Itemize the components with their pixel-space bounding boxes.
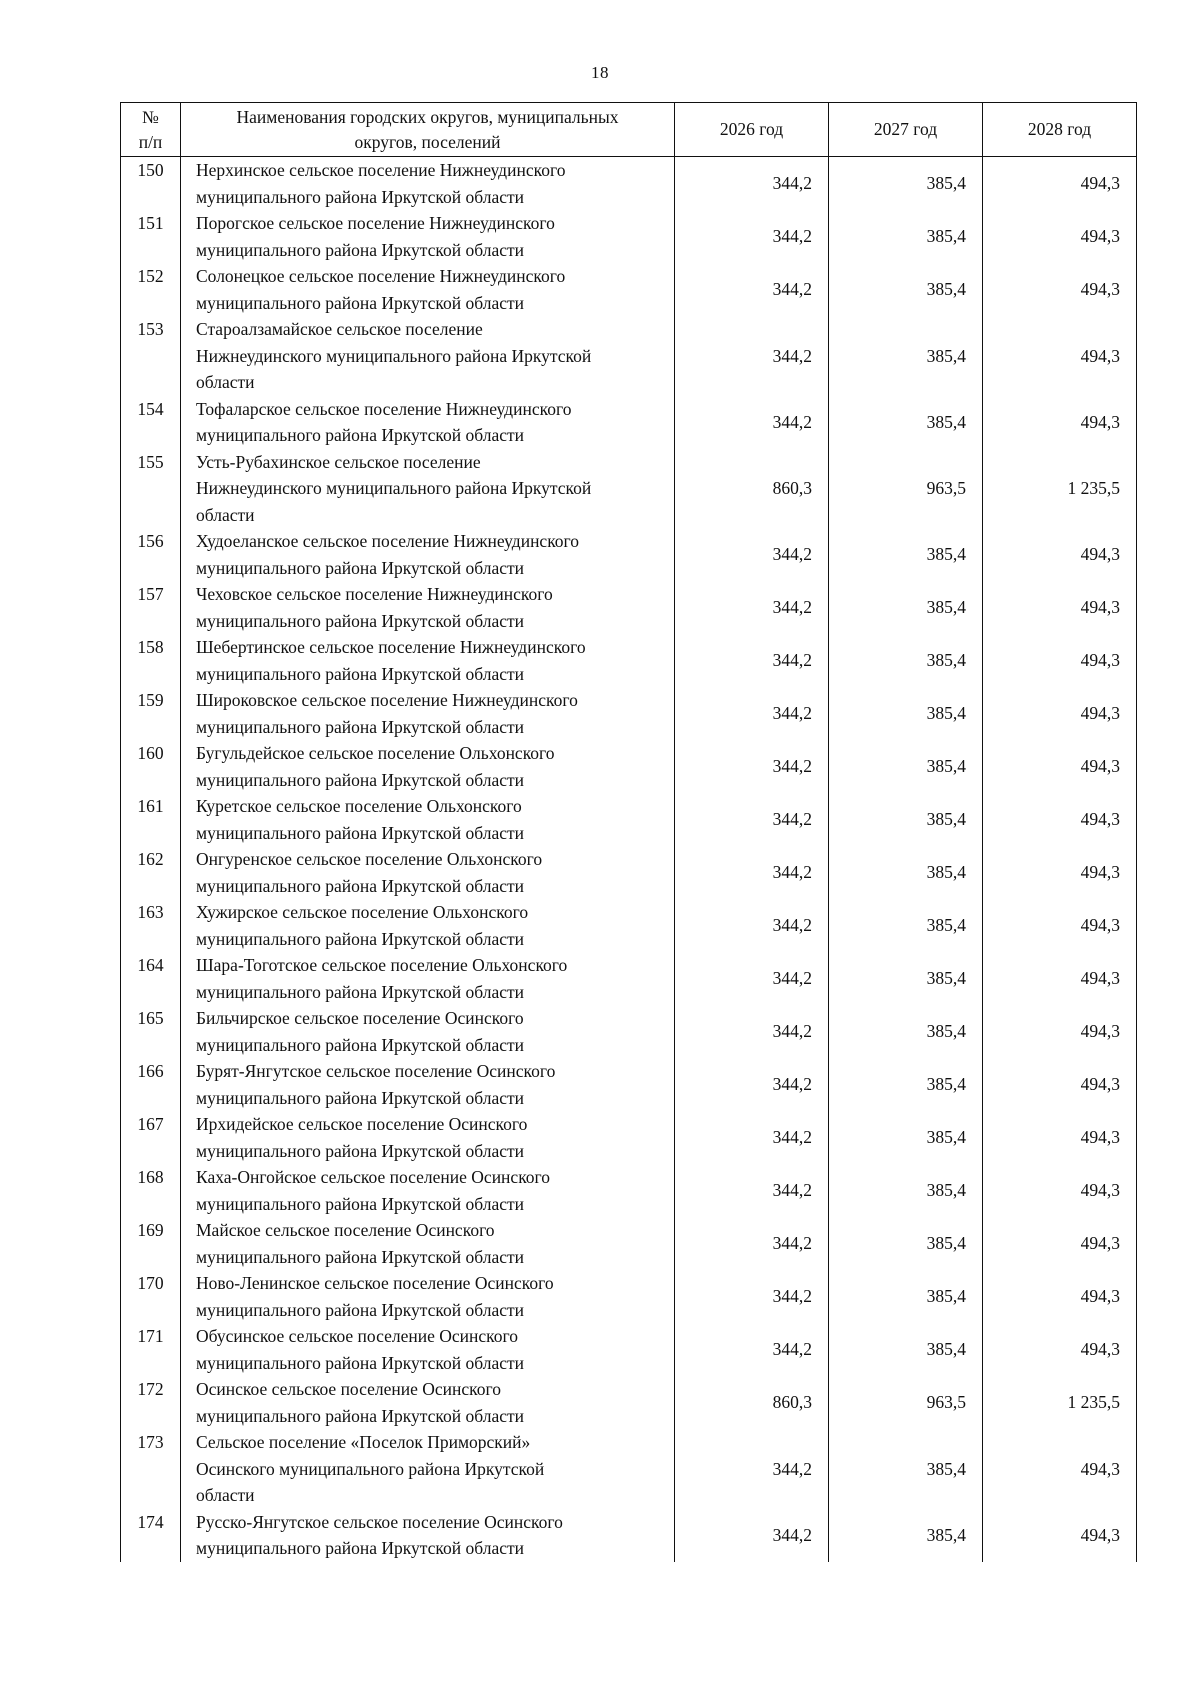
page-number: 18 <box>591 63 609 82</box>
row-name-line: муниципального района Иркутской области <box>196 425 525 445</box>
row-name-line: Нерхинское сельское поселение Нижнеудинского <box>196 160 566 180</box>
value-2028: 494,3 <box>983 157 1137 211</box>
row-number: 174 <box>121 1509 181 1562</box>
value-2026: 344,2 <box>675 581 829 634</box>
value-2027: 385,4 <box>829 210 983 263</box>
table-row <box>121 528 1137 581</box>
row-name-line: Сельское поселение «Поселок Приморский» <box>196 1432 531 1452</box>
row-number: 153 <box>121 316 181 396</box>
value-2026: 344,2 <box>675 1509 829 1562</box>
value-2027: 385,4 <box>829 634 983 687</box>
header-name-line: Наименования городских округов, муниципальных <box>236 106 619 127</box>
value-2028: 494,3 <box>983 952 1137 1005</box>
row-name-line: области <box>196 504 255 525</box>
value-2028: 494,3 <box>983 1217 1137 1270</box>
value-2028: 494,3 <box>983 1005 1137 1058</box>
row-name-line: муниципального района Иркутской области <box>196 822 525 843</box>
value-2028: 494,3 <box>983 210 1137 263</box>
row-name-line: Тофаларское сельское поселение Нижнеудинского <box>196 398 572 419</box>
row-name-line: области <box>196 1485 255 1505</box>
value-2027: 385,4 <box>829 1429 983 1509</box>
row-name-line: муниципального района Иркутской области <box>196 1299 525 1320</box>
row-name-line: Осинское сельское поселение Осинского <box>196 1379 502 1399</box>
table-row <box>121 316 1137 396</box>
value-2027: 385,4 <box>829 846 983 899</box>
value-2026: 344,2 <box>675 1217 829 1270</box>
row-name-line: муниципального района Иркутской области <box>196 1087 525 1108</box>
row-name-line: муниципального района Иркутской области <box>196 981 525 1002</box>
row-name-line: Майское сельское поселение Осинского <box>196 1220 495 1240</box>
value-2028: 494,3 <box>983 634 1137 687</box>
row-name <box>181 740 675 793</box>
value-2028: 1 235,5 <box>983 449 1137 529</box>
row-number: 152 <box>121 263 181 316</box>
value-2026: 344,2 <box>675 687 829 740</box>
table-row <box>121 952 1137 1005</box>
value-2028: 494,3 <box>983 528 1137 581</box>
row-name-line: муниципального района Иркутской области <box>196 769 525 790</box>
row-name-line: Шебертинское сельское поселение Нижнеудинского <box>196 637 586 657</box>
value-2028: 494,3 <box>983 846 1137 899</box>
row-name <box>181 793 675 846</box>
table-row <box>121 449 1137 529</box>
row-name <box>181 1005 675 1058</box>
row-name-line: Солонецкое сельское поселение Нижнеудинского <box>196 266 566 286</box>
value-2026: 344,2 <box>675 793 829 846</box>
table-row <box>121 1323 1137 1376</box>
row-name-line: муниципального района Иркутской области <box>196 1034 525 1055</box>
row-name <box>181 1429 675 1509</box>
row-name-line: муниципального района Иркутской области <box>196 1352 525 1373</box>
table-row <box>121 210 1137 263</box>
row-name-line: Куретское сельское поселение Ольхонского <box>196 796 522 816</box>
row-name <box>181 952 675 1005</box>
value-2027: 385,4 <box>829 1111 983 1164</box>
row-name-line: муниципального района Иркутской области <box>196 1538 525 1558</box>
value-2027: 385,4 <box>829 952 983 1005</box>
row-name-line: Русско-Янгутское сельское поселение Осинского <box>196 1511 563 1532</box>
row-name <box>181 1217 675 1270</box>
value-2028: 494,3 <box>983 740 1137 793</box>
data-table <box>120 102 1137 1562</box>
value-2026: 344,2 <box>675 846 829 899</box>
row-name-line: Староалзамайское сельское поселение <box>196 319 483 339</box>
row-name <box>181 528 675 581</box>
row-name <box>181 210 675 263</box>
row-name <box>181 1323 675 1376</box>
value-2027: 385,4 <box>829 1509 983 1562</box>
row-number: 171 <box>121 1323 181 1376</box>
row-name <box>181 1376 675 1429</box>
value-2027: 385,4 <box>829 316 983 396</box>
value-2026: 344,2 <box>675 1429 829 1509</box>
row-name-line: Шара-Тоготское сельское поселение Ольхонского <box>196 955 568 975</box>
header-name <box>181 103 675 157</box>
row-name-line: муниципального района Иркутской области <box>196 928 525 949</box>
row-number: 167 <box>121 1111 181 1164</box>
row-name <box>181 899 675 952</box>
value-2027: 963,5 <box>829 1376 983 1429</box>
header-year-2027: 2027 год <box>829 103 983 157</box>
value-2028: 494,3 <box>983 1111 1137 1164</box>
value-2028: 494,3 <box>983 316 1137 396</box>
value-2027: 385,4 <box>829 581 983 634</box>
row-name-line: Чеховское сельское поселение Нижнеудинского <box>196 584 553 604</box>
value-2026: 344,2 <box>675 528 829 581</box>
table-row <box>121 263 1137 316</box>
row-name-line: муниципального района Иркутской области <box>196 1246 525 1267</box>
row-name <box>181 846 675 899</box>
row-number: 172 <box>121 1376 181 1429</box>
row-number: 164 <box>121 952 181 1005</box>
table-row <box>121 793 1137 846</box>
row-number: 159 <box>121 687 181 740</box>
value-2026: 860,3 <box>675 1376 829 1429</box>
row-name-line: муниципального района Иркутской области <box>196 186 525 207</box>
row-name-line: муниципального района Иркутской области <box>196 1405 525 1426</box>
row-name-line: Порогское сельское поселение Нижнеудинского <box>196 213 555 233</box>
row-number: 170 <box>121 1270 181 1323</box>
table-row <box>121 740 1137 793</box>
value-2027: 385,4 <box>829 528 983 581</box>
table-row <box>121 396 1137 449</box>
row-name <box>181 1111 675 1164</box>
value-2028: 494,3 <box>983 1323 1137 1376</box>
value-2028: 494,3 <box>983 1058 1137 1111</box>
table-row <box>121 157 1137 211</box>
value-2027: 385,4 <box>829 263 983 316</box>
value-2026: 344,2 <box>675 899 829 952</box>
row-number: 161 <box>121 793 181 846</box>
value-2027: 385,4 <box>829 157 983 211</box>
row-name-line: муниципального района Иркутской области <box>196 557 525 578</box>
table-body <box>121 157 1137 1562</box>
table-row <box>121 1270 1137 1323</box>
value-2027: 385,4 <box>829 1005 983 1058</box>
row-name-line: Усть-Рубахинское сельское поселение <box>196 451 481 472</box>
row-name <box>181 157 675 211</box>
row-name <box>181 449 675 529</box>
row-name-line: Бильчирское сельское поселение Осинского <box>196 1008 524 1028</box>
value-2026: 344,2 <box>675 210 829 263</box>
value-2026: 860,3 <box>675 449 829 529</box>
row-number: 166 <box>121 1058 181 1111</box>
row-name <box>181 687 675 740</box>
header-year-2028: 2028 год <box>983 103 1137 157</box>
value-2028: 494,3 <box>983 899 1137 952</box>
value-2026: 344,2 <box>675 1270 829 1323</box>
value-2026: 344,2 <box>675 157 829 211</box>
row-name-line: муниципального района Иркутской области <box>196 292 525 313</box>
row-number: 173 <box>121 1429 181 1509</box>
row-number: 163 <box>121 899 181 952</box>
header-number-line: № <box>142 106 159 127</box>
value-2028: 494,3 <box>983 1270 1137 1323</box>
row-name-line: муниципального района Иркутской области <box>196 875 525 896</box>
value-2028: 494,3 <box>983 687 1137 740</box>
value-2026: 344,2 <box>675 1164 829 1217</box>
table-row <box>121 581 1137 634</box>
value-2026: 344,2 <box>675 263 829 316</box>
value-2027: 385,4 <box>829 793 983 846</box>
row-name-line: Каха-Онгойское сельское поселение Осинского <box>196 1167 551 1187</box>
value-2028: 494,3 <box>983 1164 1137 1217</box>
row-number: 155 <box>121 449 181 529</box>
value-2028: 494,3 <box>983 263 1137 316</box>
row-name <box>181 1058 675 1111</box>
value-2027: 385,4 <box>829 1270 983 1323</box>
row-name <box>181 634 675 687</box>
table-row <box>121 1429 1137 1509</box>
row-name-line: муниципального района Иркутской области <box>196 610 525 631</box>
header-number <box>121 103 181 157</box>
row-number: 169 <box>121 1217 181 1270</box>
row-number: 154 <box>121 396 181 449</box>
row-name <box>181 396 675 449</box>
row-name-line: Худоеланское сельское поселение Нижнеудинского <box>196 531 580 551</box>
table-row <box>121 846 1137 899</box>
row-name-line: Нижнеудинского муниципального района Иркутской <box>196 345 592 366</box>
row-name-line: области <box>196 372 255 392</box>
row-name <box>181 316 675 396</box>
table-row <box>121 1509 1137 1562</box>
row-number: 168 <box>121 1164 181 1217</box>
table-row <box>121 634 1137 687</box>
row-name-line: Ирхидейское сельское поселение Осинского <box>196 1114 528 1134</box>
row-name-line: муниципального района Иркутской области <box>196 1140 525 1161</box>
value-2028: 494,3 <box>983 396 1137 449</box>
table-row <box>121 1217 1137 1270</box>
value-2026: 344,2 <box>675 316 829 396</box>
header-year-2026: 2026 год <box>675 103 829 157</box>
value-2026: 344,2 <box>675 634 829 687</box>
value-2028: 1 235,5 <box>983 1376 1137 1429</box>
row-name-line: муниципального района Иркутской области <box>196 1193 525 1214</box>
row-number: 158 <box>121 634 181 687</box>
value-2028: 494,3 <box>983 1509 1137 1562</box>
row-name <box>181 1270 675 1323</box>
value-2028: 494,3 <box>983 581 1137 634</box>
value-2028: 494,3 <box>983 1429 1137 1509</box>
row-name-line: Осинского муниципального района Иркутской <box>196 1458 545 1479</box>
row-name-line: Обусинское сельское поселение Осинского <box>196 1326 518 1346</box>
table-row <box>121 1005 1137 1058</box>
value-2026: 344,2 <box>675 396 829 449</box>
row-name <box>181 1164 675 1217</box>
row-name <box>181 581 675 634</box>
table-row <box>121 1376 1137 1429</box>
table-row <box>121 1058 1137 1111</box>
row-name-line: Бурят-Янгутское сельское поселение Осинского <box>196 1061 556 1081</box>
row-name-line: муниципального района Иркутской области <box>196 239 525 260</box>
value-2026: 344,2 <box>675 1005 829 1058</box>
value-2027: 385,4 <box>829 1217 983 1270</box>
row-number: 157 <box>121 581 181 634</box>
value-2027: 963,5 <box>829 449 983 529</box>
value-2027: 385,4 <box>829 1323 983 1376</box>
row-name-line: Онгуренское сельское поселение Ольхонского <box>196 849 543 869</box>
value-2026: 344,2 <box>675 952 829 1005</box>
header-name-line: округов, поселений <box>354 131 501 152</box>
row-name <box>181 263 675 316</box>
value-2027: 385,4 <box>829 1058 983 1111</box>
header-number-line: п/п <box>138 131 163 152</box>
value-2026: 344,2 <box>675 1058 829 1111</box>
row-name <box>181 1509 675 1562</box>
row-name-line: муниципального района Иркутской области <box>196 663 525 684</box>
value-2026: 344,2 <box>675 740 829 793</box>
row-number: 151 <box>121 210 181 263</box>
row-name-line: Ново-Ленинское сельское поселение Осинского <box>196 1273 554 1293</box>
value-2027: 385,4 <box>829 687 983 740</box>
row-name-line: Нижнеудинского муниципального района Иркутской <box>196 478 592 498</box>
value-2028: 494,3 <box>983 793 1137 846</box>
row-number: 156 <box>121 528 181 581</box>
row-name-line: Бугульдейское сельское поселение Ольхонского <box>196 743 555 763</box>
table-row <box>121 1111 1137 1164</box>
row-number: 165 <box>121 1005 181 1058</box>
value-2027: 385,4 <box>829 740 983 793</box>
table-header <box>121 103 1137 157</box>
row-name-line: Хужирское сельское поселение Ольхонского <box>196 902 529 922</box>
value-2026: 344,2 <box>675 1323 829 1376</box>
row-name-line: Широковское сельское поселение Нижнеудинского <box>196 690 578 710</box>
row-number: 162 <box>121 846 181 899</box>
value-2026: 344,2 <box>675 1111 829 1164</box>
row-name-line: муниципального района Иркутской области <box>196 716 525 737</box>
value-2027: 385,4 <box>829 899 983 952</box>
value-2027: 385,4 <box>829 1164 983 1217</box>
value-2027: 385,4 <box>829 396 983 449</box>
row-number: 160 <box>121 740 181 793</box>
row-number: 150 <box>121 157 181 211</box>
table-row <box>121 899 1137 952</box>
table-row <box>121 1164 1137 1217</box>
table-row <box>121 687 1137 740</box>
